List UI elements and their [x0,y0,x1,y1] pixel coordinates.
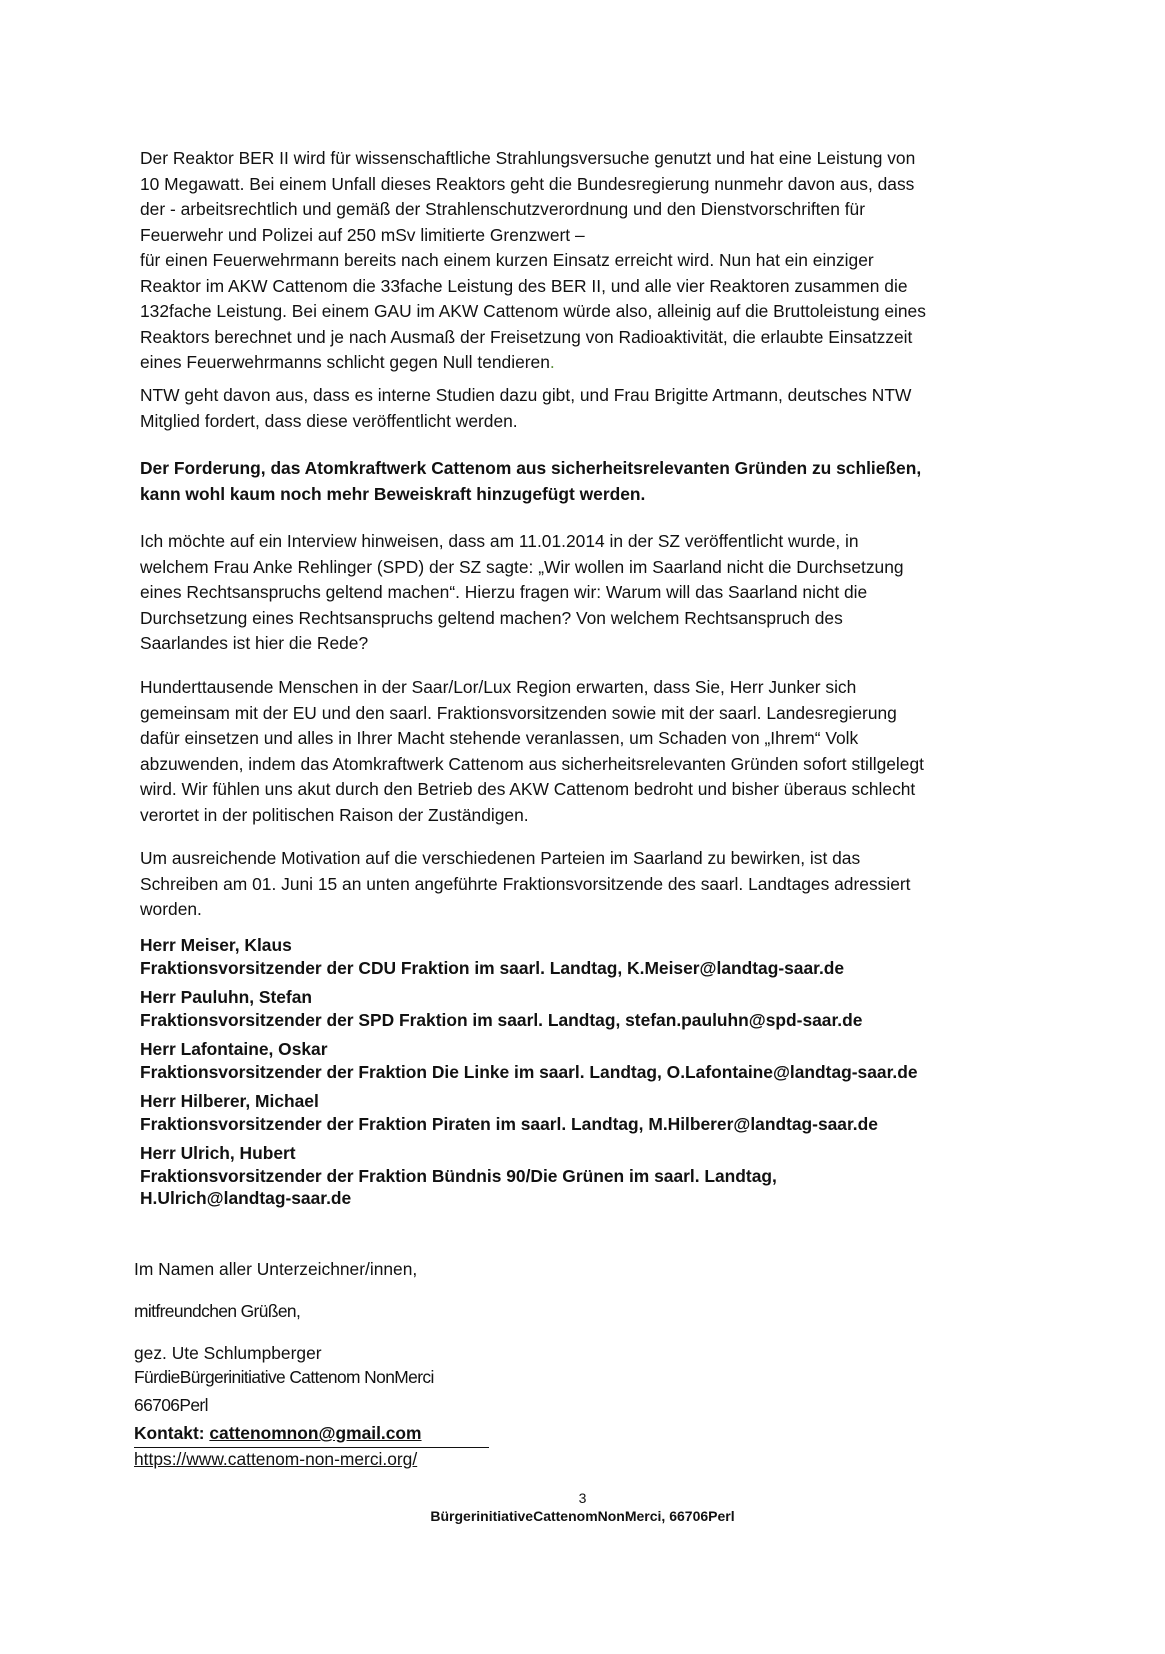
recipient-role: Fraktionsvorsitzender der SPD Fraktion im saarl. Landtag, stefan.pauluhn@spd-saar.de [140,1009,863,1030]
paragraph-reactor-comparison [140,146,1040,376]
text-line: Schreiben am 01. Juni 15 an unten angeführte Fraktionsvorsitzende des saarl. Landtages adressiert [140,873,911,894]
text-line: Ich möchte auf ein Interview hinweisen, dass am 11.01.2014 in der SZ veröffentlicht wurde, in [140,531,859,551]
paragraph-appeal [140,675,1040,828]
recipient-name: Herr Pauluhn, Stefan [140,987,313,1007]
kontakt-line [134,1423,489,1448]
text-line: Der Forderung, das Atomkraftwerk Cattenom aus sicherheitsrelevanten Gründen zu schließen, [140,458,922,478]
text-line: abzuwenden, indem das Atomkraftwerk Cattenom aus sicherheitsrelevanten Gründen sofort stillgelegt [140,753,924,774]
footer-org-line: BürgerinitiativeCattenomNonMerci, 66706Perl [430,1508,735,1524]
recipient-role: Fraktionsvorsitzender der Fraktion Piraten im saarl. Landtag, M.Hilberer@landtag-saar.de [140,1113,878,1134]
text-line: kann wohl kaum noch mehr Beweiskraft hinzugefügt werden. [140,483,646,504]
text-line: wird. Wir fühlen uns akut durch den Betrieb des AKW Cattenom bedroht und bisher überaus schlecht [140,779,916,799]
paragraph-letter-sent [140,846,1040,923]
text-line [140,350,1040,376]
text-line: Der Reaktor BER II wird für wissenschaftliche Strahlungsversuche genutzt und hat eine Leistung von [140,148,916,168]
recipient-role: Fraktionsvorsitzender der Fraktion Bündnis 90/Die Grünen im saarl. Landtag, [140,1165,777,1186]
text-line: Hunderttausende Menschen in der Saar/Lor/Lux Region erwarten, dass Sie, Herr Junker sich [140,677,857,697]
text-line: NTW geht davon aus, dass es interne Studien dazu gibt, und Frau Brigitte Artmann, deutsches NTW [140,385,912,405]
closing-city: 66706Perl [134,1395,208,1415]
closing-on-behalf: Im Namen aller Unterzeichner/innen, [134,1259,418,1279]
closing-signature: gez. Ute Schlumpberger [134,1343,322,1363]
text-line-content: eines Feuerwehrmanns schlicht gegen Null tendieren [140,352,550,372]
text-line: Saarlandes ist hier die Rede? [140,633,369,653]
website-link[interactable]: https://www.cattenom-non-merci.org/ [134,1449,418,1469]
text-line: welchem Frau Anke Rehlinger (SPD) der SZ sagte: „Wir wollen im Saarland nicht die Durchsetzung [140,556,904,577]
text-line: eines Rechtsanspruchs geltend machen“. Hierzu fragen wir: Warum will das Saarland nicht die [140,582,868,602]
recipient-name: Herr Meiser, Klaus [140,935,292,955]
text-line: Reaktors berechnet und je nach Ausmaß der Freisetzung von Radioaktivität, die erlaubte Einsatzzeit [140,326,913,347]
paragraph-interview [140,529,1040,657]
text-line: dafür einsetzen und alles in Ihrer Macht stehende veranlassen, um Schaden von „Ihrem“ Volk [140,728,859,748]
recipient-name: Herr Lafontaine, Oskar [140,1039,328,1059]
text-line: Feuerwehr und Polizei auf 250 mSv limitierte Grenzwert – [140,224,585,245]
closing-organization: FürdieBürgerinitiative Cattenom NonMerci [134,1367,434,1387]
closing-greeting: mitfreundchen Grüßen, [134,1301,301,1321]
text-line: Um ausreichende Motivation auf die verschiedenen Parteien im Saarland zu bewirken, ist das [140,848,861,868]
recipient-role: Fraktionsvorsitzender der Fraktion Die Linke im saarl. Landtag, O.Lafontaine@landtag-saar.de [140,1061,918,1082]
text-line: gemeinsam mit der EU und den saarl. Fraktionsvorsitzenden sowie mit der saarl. Landesregierung [140,702,897,723]
paragraph-demand-bold [140,456,1040,507]
paragraph-ntw-studies [140,383,1040,434]
kontakt-label: Kontakt: [134,1423,205,1443]
kontakt-email-link[interactable]: cattenomnon@gmail.com [209,1423,422,1443]
trailing-mark: . [549,352,555,372]
text-line: 10 Megawatt. Bei einem Unfall dieses Reaktors geht die Bundesregierung nunmehr davon aus, dass [140,173,915,194]
text-line: für einen Feuerwehrmann bereits nach einem kurzen Einsatz erreicht wird. Nun hat ein einziger [140,250,874,270]
text-line: worden. [140,899,202,919]
recipient-name: Herr Ulrich, Hubert [140,1143,296,1163]
recipients-list [140,934,1040,1210]
recipient-role: Fraktionsvorsitzender der CDU Fraktion im saarl. Landtag, K.Meiser@landtag-saar.de [140,957,845,978]
text-line: Reaktor im AKW Cattenom die 33fache Leistung des BER II, und alle vier Reaktoren zusammen die [140,275,908,296]
recipient-role-continued: H.Ulrich@landtag-saar.de [140,1188,352,1208]
text-line: Mitglied fordert, dass diese veröffentlicht werden. [140,410,518,431]
text-line: 132fache Leistung. Bei einem GAU im AKW Cattenom würde also, alleinig auf die Bruttoleistung eines [140,301,926,321]
text-line: Durchsetzung eines Rechtsanspruchs geltend machen? Von welchem Rechtsanspruch des [140,607,843,628]
text-line: der - arbeitsrechtlich und gemäß der Strahlenschutzverordnung und den Dienstvorschriften für [140,199,865,219]
recipient-name: Herr Hilberer, Michael [140,1091,319,1111]
page-number: 3 [578,1490,587,1506]
text-line: verortet in der politischen Raison der Zuständigen. [140,804,529,825]
